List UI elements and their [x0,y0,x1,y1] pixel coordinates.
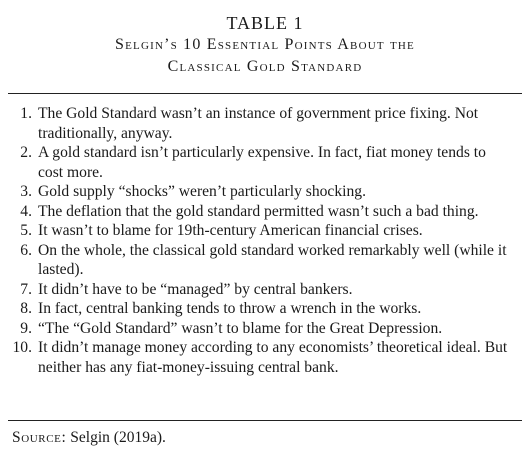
table-container [8,0,522,376]
item-number: 10. [12,339,32,356]
item-number: 1. [20,105,32,122]
item-number: 3. [20,183,32,200]
item-text: A gold standard isn’t particularly expensive. In fact, fiat money tends to cost more. [38,144,486,181]
list-item [8,221,522,241]
list-item [8,338,522,377]
item-number: 2. [20,144,32,161]
item-number: 7. [20,280,32,298]
table-caption [8,0,522,78]
top-rule [8,93,522,94]
list-item [8,299,522,319]
bottom-rule [8,420,522,421]
source-text: Selgin (2019a). [66,429,166,446]
list-item [8,202,522,222]
item-text: “The “Gold Standard” wasn’t to blame for the Great Depression. [38,319,443,337]
table-title-line-2: Classical Gold Standard [167,58,363,75]
source-label: Source: [12,429,67,446]
item-text: It didn’t manage money according to any economists’ theoretical ideal. But neither has any fiat-money-issuing central bank. [38,339,508,376]
item-text: It wasn’t to blame for 19th-century American financial crises. [38,222,423,239]
item-number: 6. [20,241,32,259]
list-item [8,280,522,300]
item-text: On the whole, the classical gold standard worked remarkably well (while it lasted). [38,241,507,278]
item-text: The Gold Standard wasn’t an instance of government price fixing. Not traditionally, anyway. [38,105,479,142]
table-number: TABLE 1 [226,13,304,33]
list-item [8,241,522,280]
list-item [8,319,522,339]
item-text: It didn’t have to be “managed” by central bankers. [38,280,353,298]
item-text: The deflation that the gold standard permitted wasn’t such a bad thing. [38,202,479,220]
item-number: 5. [20,222,32,239]
points-list [8,104,522,377]
source-note [12,428,166,448]
list-item [8,182,522,202]
item-number: 4. [20,202,32,220]
list-item [8,143,522,182]
table-title-line-1: Selgin’s 10 Essential Points About the [115,36,415,53]
item-number: 8. [20,300,32,317]
item-text: In fact, central banking tends to throw a wrench in the works. [38,300,422,317]
item-text: Gold supply “shocks” weren’t particularly shocking. [38,183,366,200]
item-number: 9. [20,319,32,337]
list-item [8,104,522,143]
